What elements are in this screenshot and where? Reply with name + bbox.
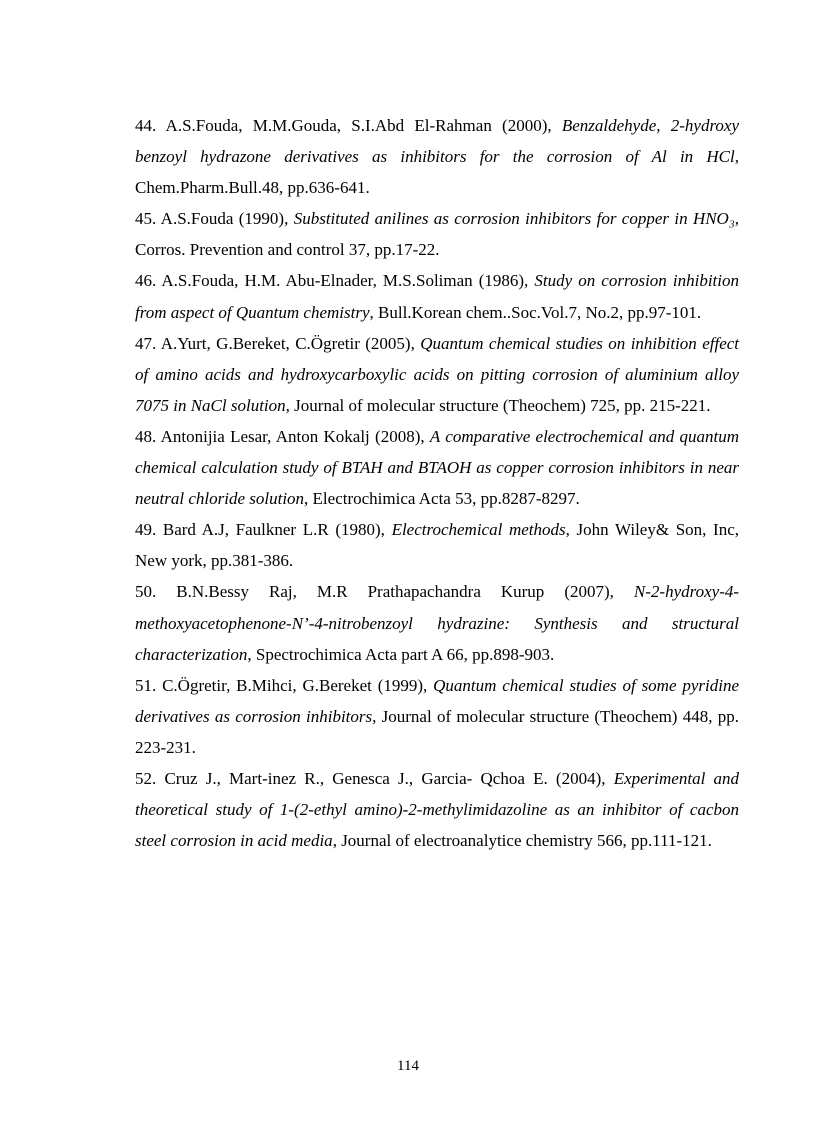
reference-authors: A.S.Fouda, M.M.Gouda, S.I.Abd El-Rahman (2000), bbox=[165, 116, 562, 135]
reference-source: , Bull.Korean chem..Soc.Vol.7, No.2, pp.97-101. bbox=[369, 302, 702, 322]
reference-item-51 bbox=[135, 670, 739, 763]
reference-title: Quantum chemical studies of some pyridine derivatives as corrosion inhibitors bbox=[135, 675, 740, 726]
reference-authors: B.N.Bessy Raj, M.R Prathapachandra Kurup (2007), bbox=[176, 582, 634, 602]
reference-item-45 bbox=[135, 203, 739, 265]
reference-title: A comparative electrochemical and quantum chemical calculation study of BTAH and BTAOH as copper corrosion inhibitors in near neutral chloride solution bbox=[135, 426, 740, 509]
reference-number: 52. bbox=[135, 768, 157, 788]
reference-title: N-2-hydroxy-4-methoxyacetophenone-N’-4-nitrobenzoyl hydrazine: Synthesis and structural characterization bbox=[135, 582, 740, 664]
reference-title: Experimental and theoretical study of 1-(2-ethyl amino)-2-methylimidazoline as an inhibitor of cacbon steel corrosion in acid media bbox=[135, 768, 739, 851]
reference-number: 48. bbox=[135, 426, 157, 446]
reference-title: Study on corrosion inhibition from aspect of Quantum chemistry bbox=[135, 271, 739, 322]
reference-authors: Antonijia Lesar, Anton Kokalj (2008), bbox=[160, 426, 430, 446]
reference-item-47 bbox=[135, 328, 739, 421]
reference-title: Benzaldehyde, 2-hydroxy benzoyl hydrazone derivatives as inhibitors for the corrosion of Al in HCl bbox=[135, 116, 740, 167]
reference-source: , Chem.Pharm.Bull.48, pp.636-641. bbox=[135, 147, 739, 198]
reference-authors: Bard A.J, Faulkner L.R (1980), bbox=[162, 520, 392, 540]
reference-title: Substituted anilines as corrosion inhibitors for copper in HNO₃ bbox=[293, 209, 735, 229]
reference-number: 47. bbox=[135, 333, 157, 353]
reference-number: 44. bbox=[135, 116, 157, 135]
reference-authors: C.Ögretir, B.Mihci, G.Bereket (1999), bbox=[162, 675, 434, 695]
reference-source: , Corros. Prevention and control 37, pp.17-22. bbox=[135, 209, 739, 260]
reference-item-49 bbox=[135, 514, 739, 576]
reference-source: , John Wiley& Son, Inc, New york, pp.381-386. bbox=[135, 520, 739, 571]
reference-number: 45. bbox=[135, 209, 157, 229]
reference-item-48 bbox=[135, 421, 739, 514]
reference-list bbox=[135, 110, 739, 856]
reference-number: 46. bbox=[135, 271, 157, 291]
reference-source: , Spectrochimica Acta part A 66, pp.898-903. bbox=[247, 644, 555, 664]
reference-authors: A.S.Fouda, H.M. Abu-Elnader, M.S.Soliman (1986), bbox=[161, 271, 535, 291]
reference-item-52 bbox=[135, 763, 739, 856]
reference-source: , Journal of molecular structure (Theochem) 725, pp. 215-221. bbox=[285, 395, 711, 415]
reference-number: 49. bbox=[135, 520, 157, 540]
reference-authors: A.Yurt, G.Bereket, C.Ögretir (2005), bbox=[160, 333, 421, 353]
reference-item-44 bbox=[135, 110, 739, 203]
reference-title: Electrochemical methods bbox=[391, 520, 566, 540]
reference-source: , Journal of electroanalytice chemistry 566, pp.111-121. bbox=[332, 831, 712, 851]
reference-source: , Journal of molecular structure (Theochem) 448, pp. 223-231. bbox=[135, 706, 739, 757]
reference-authors: A.S.Fouda (1990), bbox=[160, 209, 294, 229]
reference-title: Quantum chemical studies on inhibition effect of amino acids and hydroxycarboxylic acids on pitting corrosion of aluminium alloy 7075 in NaCl solution bbox=[135, 333, 740, 415]
reference-number: 50. bbox=[135, 582, 157, 602]
reference-authors: Cruz J., Mart-inez R., Genesca J., Garcia- Qchoa E. (2004), bbox=[164, 768, 614, 788]
reference-item-50 bbox=[135, 576, 739, 669]
reference-source: , Electrochimica Acta 53, pp.8287-8297. bbox=[304, 489, 580, 509]
reference-number: 51. bbox=[135, 675, 157, 695]
page-number: 114 bbox=[397, 1058, 419, 1074]
reference-item-46 bbox=[135, 265, 739, 327]
